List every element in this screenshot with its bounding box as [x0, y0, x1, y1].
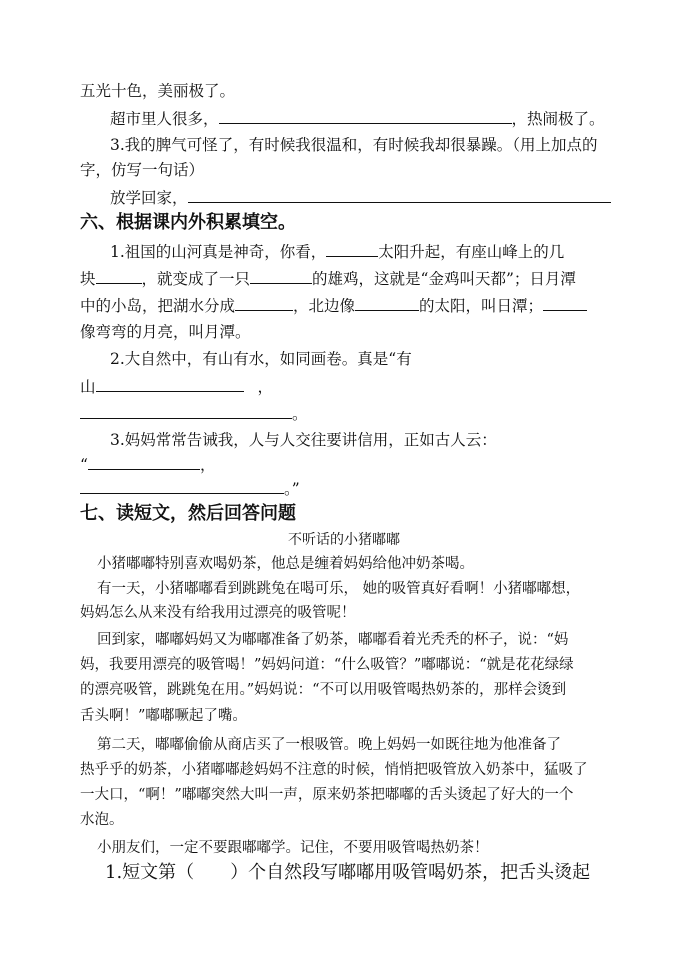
blank[interactable]	[96, 376, 244, 392]
q1-line1	[110, 241, 564, 262]
blank[interactable]	[80, 403, 292, 419]
text: ，热闹极了。	[511, 110, 605, 128]
blank[interactable]	[88, 454, 200, 470]
text: ，北边像	[293, 297, 356, 315]
text: ）个自然段写嘟嘟用吸管喝奶茶，把舌头烫起	[230, 862, 591, 883]
paragraph-4-line: 热乎乎的奶茶，小猪嘟嘟趁妈妈不注意的时候，悄悄把吸管放入奶茶中，猛吸了	[80, 762, 588, 778]
text: 的雄鸡，这就是“金鸡叫天都”；日月潭	[312, 270, 576, 288]
blank[interactable]	[96, 268, 142, 284]
paragraph-2-line: 有一天，小猪嘟嘟看到跳跳兔在喝可乐， 她的吸管真好看啊！小猪嘟嘟想，	[97, 581, 581, 597]
question-1	[105, 861, 590, 885]
paragraph-3-line: 回到家，嘟嘟妈妈又为嘟嘟准备了奶茶，嘟嘟看着光秃秃的杯子，说：“妈	[97, 632, 569, 648]
text: 山	[80, 378, 96, 396]
section-heading-7: 七、读短文，然后回答问题	[80, 503, 296, 524]
blank[interactable]	[80, 478, 284, 494]
text-line: 字，仿写一句话）	[80, 161, 205, 179]
paragraph-4-line: 第二天，嘟嘟偷偷从商店买了一根吸管。晚上妈妈一如既往地为他准备了	[97, 737, 561, 753]
q2-line3	[80, 403, 308, 424]
section-heading-6: 六、根据课内外积累填空。	[80, 212, 296, 233]
text: 中的小岛，把湖水分成	[80, 297, 236, 315]
blank[interactable]	[188, 187, 611, 203]
text: 1.祖国的山河真是神奇，你看，	[110, 243, 327, 261]
text: ，就变成了一只	[141, 270, 251, 288]
text: ，	[257, 378, 274, 396]
text: 的太阳，叫日潭；	[419, 297, 544, 315]
text: 超市里人很多，	[110, 110, 219, 128]
blank[interactable]	[326, 241, 378, 257]
text: 放学回家，	[110, 189, 188, 207]
text: 。	[292, 405, 308, 423]
q1-line2	[80, 268, 576, 289]
text: “	[80, 456, 88, 474]
text: 太阳升起，有座山峰上的几	[378, 243, 565, 261]
paragraph-5: 小朋友们，一定不要跟嘟嘟学。记住，不要用吸管喝热奶茶！	[97, 840, 489, 856]
blank[interactable]	[235, 295, 293, 311]
text: ，	[199, 456, 216, 474]
paragraph-1: 小猪嘟嘟特别喜欢喝奶茶，他总是缠着妈妈给他冲奶茶喝。	[97, 556, 474, 572]
text: 1.短文第（	[105, 862, 195, 883]
blank[interactable]	[250, 268, 312, 284]
blank[interactable]	[355, 295, 419, 311]
text-line: 五光十色，美丽极了。	[80, 82, 236, 100]
q1-line3	[80, 295, 587, 316]
q3-line1: 3.妈妈常常告诫我，人与人交往要讲信用，正如古人云：	[110, 431, 497, 449]
paragraph-3-line: 舌头啊！”嘟嘟噘起了嘴。	[80, 708, 247, 724]
paragraph-4-line: 一大口，“啊！”嘟嘟突然大叫一声，原来奶茶把嘟嘟的舌头烫起了好大的一个	[80, 787, 574, 803]
text: 。”	[284, 480, 300, 498]
q3-line2	[80, 454, 215, 475]
q3-line3	[80, 478, 300, 499]
q1-line4: 像弯弯的月亮，叫月潭。	[80, 323, 251, 341]
paragraph-3-line: 妈，我要用漂亮的吸管喝！”妈妈问道：“什么吸管？”嘟嘟说：“就是花花绿绿	[80, 657, 574, 673]
fill-sentence	[110, 187, 611, 208]
question-3: 3.我的脾气可怪了，有时候我很温和，有时候我却很暴躁。（用上加点的	[110, 136, 598, 154]
blank[interactable]	[543, 295, 587, 311]
paragraph-3-line: 的漂亮吸管，跳跳兔在用。”妈妈说：“不可以用吸管喝热奶茶的，那样会烫到	[80, 682, 567, 698]
text: 块	[80, 270, 96, 288]
q2-line1: 2.大自然中，有山有水，如同画卷。真是“有	[110, 350, 412, 368]
story-title: 不听话的小猪嘟嘟	[288, 532, 400, 548]
fill-sentence	[110, 108, 605, 129]
blank[interactable]	[219, 108, 512, 124]
paragraph-2-line: 妈妈怎么从来没有给我用过漂亮的吸管呢！	[80, 605, 356, 621]
paragraph-4-line: 水泡。	[80, 812, 124, 828]
q2-line2	[80, 376, 273, 397]
